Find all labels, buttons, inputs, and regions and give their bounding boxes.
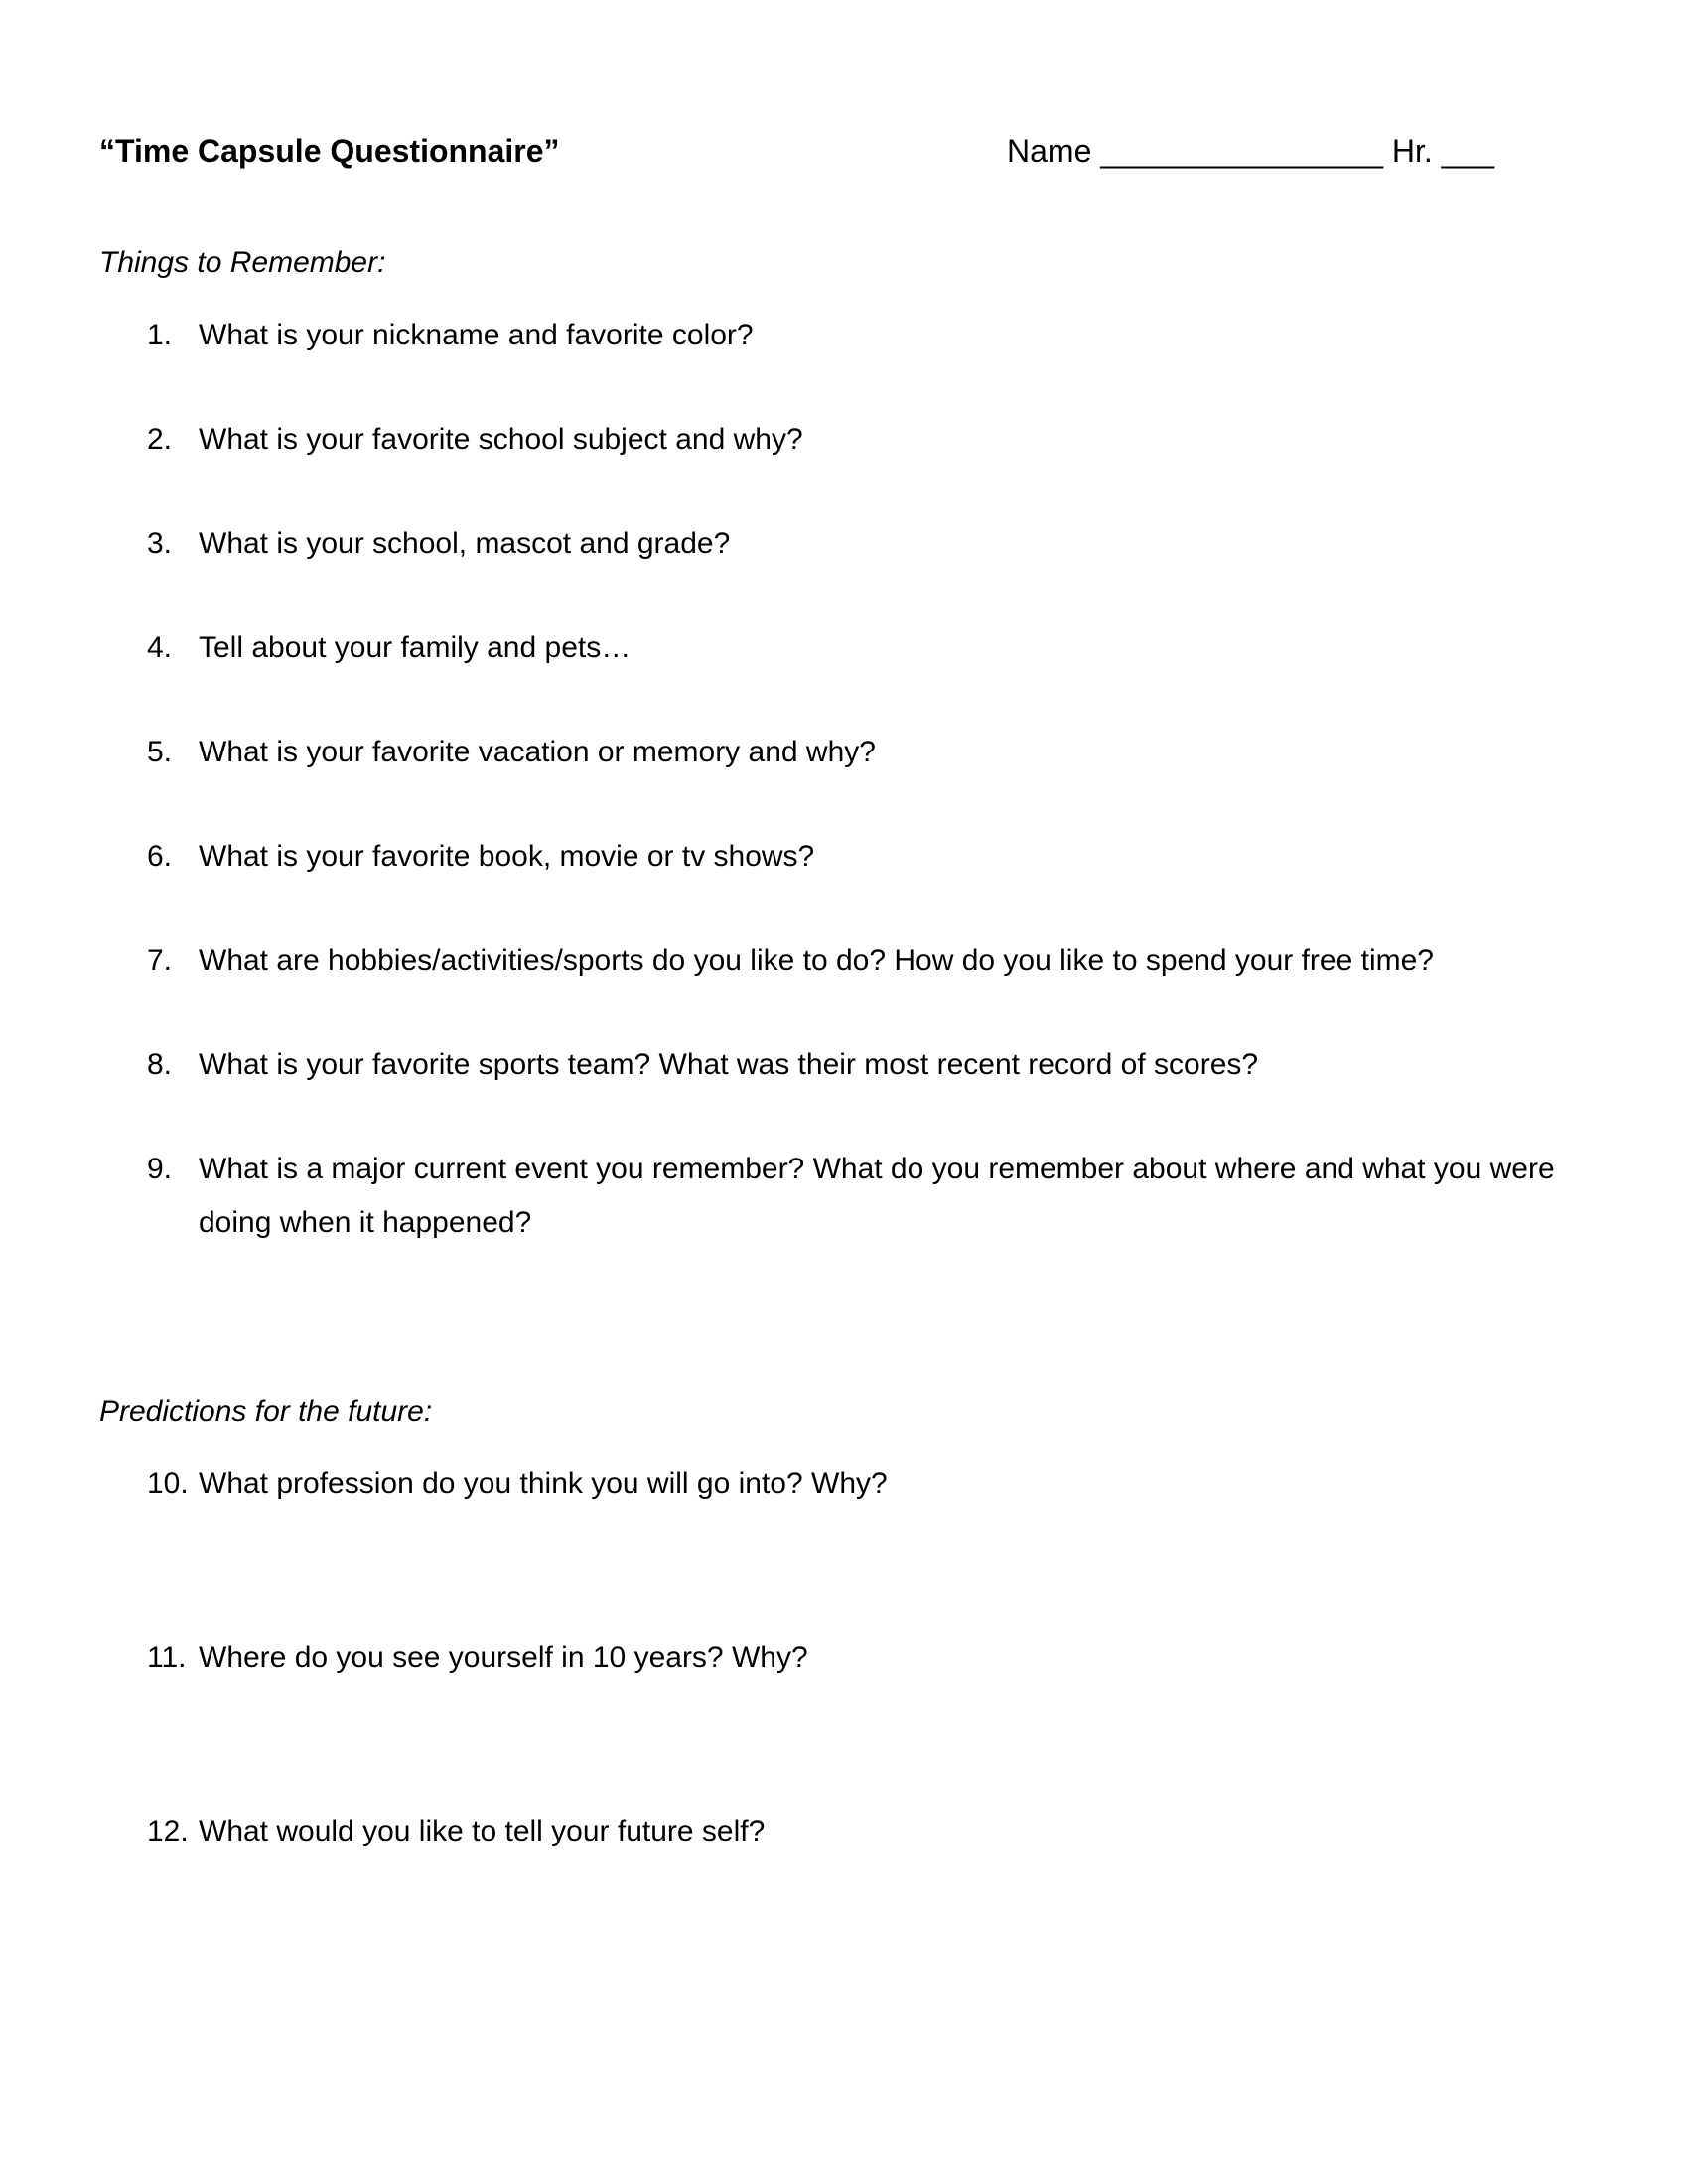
question-number: 6. — [147, 840, 173, 873]
question-text: What is your favorite school subject and why? — [199, 423, 803, 456]
question-number: 2. — [147, 423, 173, 456]
name-blank: ________________ — [1100, 133, 1383, 169]
question-item — [147, 517, 1557, 571]
question-number: 11. — [147, 1641, 187, 1674]
section-heading-predictions: Predictions for the future: — [99, 1395, 433, 1428]
question-item — [147, 934, 1557, 988]
document-title: “Time Capsule Questionnaire” — [99, 133, 560, 169]
question-text: Tell about your family and pets… — [199, 631, 632, 664]
question-text: Where do you see yourself in 10 years? Why? — [199, 1641, 808, 1674]
question-text: What is your nickname and favorite color? — [199, 319, 754, 351]
question-number: 3. — [147, 527, 173, 560]
question-item — [147, 1805, 1557, 1858]
question-number: 5. — [147, 736, 173, 768]
name-hour-fields — [1007, 131, 1494, 171]
hour-blank: ___ — [1441, 133, 1495, 169]
name-label: Name — [1007, 133, 1092, 169]
question-item — [147, 1038, 1557, 1092]
hour-label: Hr. — [1391, 133, 1433, 169]
question-number: 4. — [147, 631, 173, 664]
question-text: What is a major current event you remember? What do you remember about where and what you were doing when it happened? — [199, 1153, 1555, 1239]
question-item — [147, 1143, 1557, 1250]
question-text: What is your favorite vacation or memory and why? — [199, 736, 876, 768]
question-text: What is your favorite sports team? What was their most recent record of scores? — [199, 1048, 1259, 1081]
question-number: 1. — [147, 319, 173, 351]
question-text: What is your school, mascot and grade? — [199, 527, 731, 560]
question-text: What profession do you think you will go into? Why? — [199, 1467, 888, 1500]
section-heading-things-to-remember: Things to Remember: — [99, 246, 386, 279]
question-number: 9. — [147, 1153, 173, 1185]
question-item — [147, 621, 1557, 675]
question-number: 7. — [147, 944, 173, 977]
question-text: What is your favorite book, movie or tv shows? — [199, 840, 815, 873]
question-text: What would you like to tell your future self? — [199, 1815, 766, 1847]
question-item — [147, 309, 1557, 362]
question-item — [147, 726, 1557, 779]
question-text: What are hobbies/activities/sports do you like to do? How do you like to spend your free time? — [199, 944, 1434, 977]
question-number: 8. — [147, 1048, 173, 1081]
question-number: 12. — [147, 1815, 189, 1847]
question-item — [147, 1631, 1557, 1685]
question-item — [147, 1457, 1557, 1511]
question-item — [147, 413, 1557, 467]
question-item — [147, 830, 1557, 884]
question-number: 10. — [147, 1467, 189, 1500]
